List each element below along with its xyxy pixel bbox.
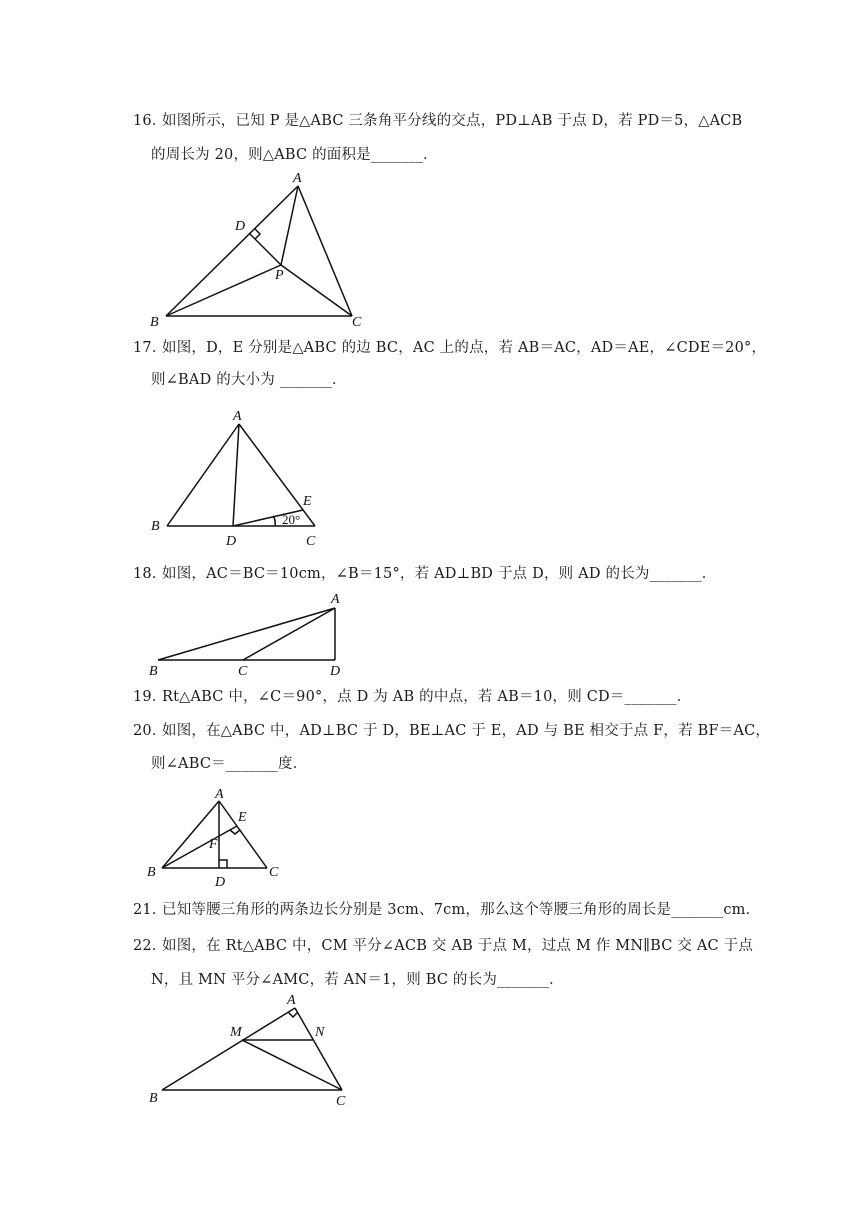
q17-label-d: D [226,534,237,549]
q17-side-ab [167,424,239,526]
q17-text-line2: 则∠BAD 的大小为 _______． [151,372,347,388]
q16-label-a: A [293,171,302,186]
q21-text-line1: 已知等腰三角形的两条边长分别是 3cm、7cm，那么这个等腰三角形的周长是_______cm． [162,902,761,918]
q18-label-a: A [331,592,340,607]
q17-label-e: E [303,494,312,509]
q21-number: 21． [133,902,167,918]
q16-right-angle-mark [255,229,260,239]
q18-label-d: D [330,664,341,679]
q17-angle-arc [273,516,275,526]
q20-side-ab [162,801,219,868]
q22-figure [145,990,365,1110]
q17-segment-ad [233,424,239,526]
q22-right-angle-a [288,1012,298,1017]
q16-text-line2: 的周长为 20，则△ABC 的面积是_______． [151,147,438,163]
q20-label-a: A [215,787,224,802]
q20-text-line2: 则∠ABC＝_______度． [151,756,308,772]
q22-label-b: B [149,1091,158,1106]
q18-side-ca [243,608,335,660]
q18-side-ba [158,608,335,660]
q20-figure [145,784,290,890]
q17-label-b: B [151,519,160,534]
q22-text-line2: N，且 MN 平分∠AMC，若 AN＝1，则 BC 的长为_______． [151,972,564,988]
q16-label-p: P [275,268,284,283]
q16-bisector-bp [166,265,281,316]
q17-side-ac [239,424,315,526]
q22-label-n: N [315,1025,325,1040]
q19-number: 19． [133,689,167,705]
q20-label-e: E [238,810,247,825]
q17-angle-label: 20° [282,512,301,527]
q22-label-c: C [336,1094,346,1109]
q16-bisector-ap [281,186,298,265]
q20-label-c: C [269,865,279,880]
q16-label-d: D [235,219,246,234]
q18-figure [145,588,355,678]
q16-side-ba [166,186,298,316]
q18-label-c: C [238,664,248,679]
q20-right-angle-d [219,860,227,868]
q19-text-line1: Rt△ABC 中，∠C＝90°，点 D 为 AB 的中点，若 AB＝10，则 CD＝_______． [162,689,692,705]
q17-number: 17． [133,340,167,356]
q20-label-d: D [215,875,226,890]
q22-text-line1: 如图，在 Rt△ABC 中，CM 平分∠ACB 交 AB 于点 M，过点 M 作 MN∥BC 交 AC 于点 [162,938,754,954]
q16-number: 16． [133,113,167,129]
q20-text-line1: 如图，在△ABC 中，AD⊥BC 于 D，BE⊥AC 于 E，AD 与 BE 相交于点 F，若 BF＝AC， [162,723,771,739]
q22-number: 22． [133,938,167,954]
q17-figure [145,402,345,552]
q20-label-f: F [209,837,218,852]
q20-label-b: B [147,865,156,880]
q22-label-m: M [230,1025,242,1040]
q20-right-angle-e [230,830,240,834]
q17-text-line1: 如图，D，E 分别是△ABC 的边 BC，AC 上的点，若 AB＝AC，AD＝AE，∠CDE＝20°， [162,340,767,356]
q17-label-a: A [233,409,242,424]
q18-number: 18． [133,566,167,582]
q22-side-ba [162,1008,295,1090]
q16-label-c: C [352,315,362,330]
q16-label-b: B [150,315,159,330]
q18-text-line1: 如图，AC＝BC＝10cm，∠B＝15°，若 AD⊥BD 于点 D，则 AD 的长为_______． [162,566,717,582]
q16-figure [140,168,380,333]
q22-label-a: A [287,993,296,1008]
q16-text-line1: 如图所示，已知 P 是△ABC 三条角平分线的交点，PD⊥AB 于点 D，若 PD＝5，△ACB [162,113,743,129]
q18-label-b: B [149,664,158,679]
q20-number: 20． [133,723,167,739]
q17-label-c: C [306,534,316,549]
q20-altitude-be [162,826,237,868]
